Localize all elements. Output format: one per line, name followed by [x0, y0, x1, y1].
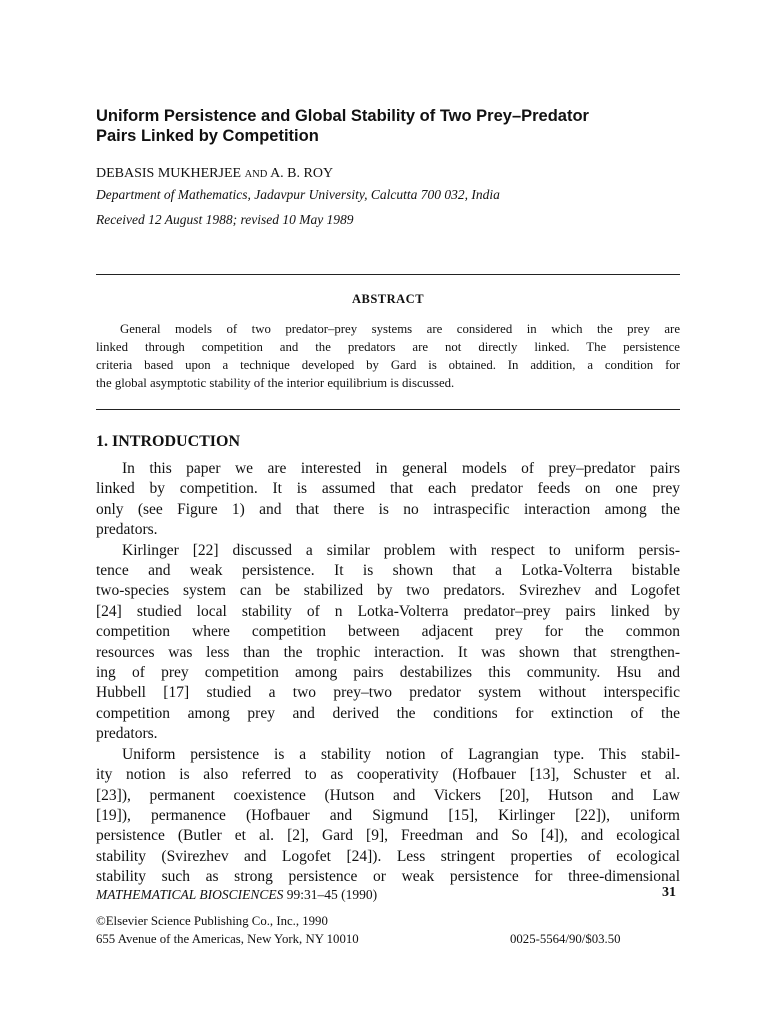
body-line: Kirlinger [22] discussed a similar problem with respect to uniform persis- [122, 541, 680, 559]
journal-volume: 99:31–45 (1990) [286, 887, 378, 902]
body-line: [19]), permanence (Hofbauer and Sigmund [15], Kirlinger [22]), uniform [96, 806, 680, 824]
abstract-top-rule [96, 274, 680, 275]
body-line: Uniform persistence is a stability notion of Lagrangian type. This stabil- [122, 745, 680, 763]
copyright-notice: ©Elsevier Science Publishing Co., Inc., 1990 [96, 914, 328, 928]
journal-name: MATHEMATICAL BIOSCIENCES [96, 887, 284, 902]
section-heading-introduction: 1. INTRODUCTION [96, 433, 241, 450]
body-line: In this paper we are interested in general models of prey–predator pairs [122, 460, 680, 477]
abstract-line: criteria based upon a technique developed by Gard is obtained. In addition, a condition for [96, 358, 680, 372]
body-line: persistence (Butler et al. [2], Gard [9], Freedman and So [4]), and ecological [96, 827, 680, 845]
body-line: ing of prey competition among pairs destabilizes this community. Hsu and [96, 664, 680, 682]
body-line: [23]), permanent coexistence (Hutson and Vickers [20], Hutson and Law [96, 786, 680, 804]
body-line: predators. [96, 521, 158, 539]
body-line: competition among prey and derived the conditions for extinction of the [96, 704, 680, 722]
body-line: competition where competition between adjacent prey for the common [96, 623, 680, 641]
body-line: stability such as strong persistence or weak persistence for three-dimensional [96, 868, 680, 886]
abstract-heading: ABSTRACT [351, 292, 425, 306]
page-number: 31 [662, 885, 676, 900]
abstract-line: linked through competition and the predators are not directly linked. The persistence [96, 340, 680, 354]
body-line: ity notion is also referred to as cooperativity (Hofbauer [13], Schuster et al. [96, 766, 680, 784]
title-line-2: Pairs Linked by Competition [96, 127, 319, 145]
affiliation: Department of Mathematics, Jadavpur University, Calcutta 700 032, India [96, 187, 500, 202]
body-line: two-species system can be stabilized by two predators. Svirezhev and Logofet [96, 582, 680, 600]
article-code: 0025-5564/90/$03.50 [510, 932, 621, 946]
body-line: predators. [96, 725, 158, 743]
body-line: tence and weak persistence. It is shown that a Lotka-Volterra bistable [96, 562, 680, 580]
body-line: linked by competition. It is assumed that each predator feeds on one prey [96, 480, 680, 498]
journal-citation [96, 887, 377, 903]
received-dates: Received 12 August 1988; revised 10 May 1989 [96, 212, 354, 227]
author-conjunction: AND [244, 169, 268, 180]
publisher-address: 655 Avenue of the Americas, New York, NY 10010 [96, 932, 359, 946]
abstract-bottom-rule [96, 409, 680, 410]
body-line: only (see Figure 1) and that there is no intraspecific interaction among the [96, 500, 680, 518]
authors [96, 166, 333, 182]
author-2: A. B. ROY [270, 166, 334, 181]
abstract-body [96, 320, 680, 392]
body-line: Hubbell [17] studied a two prey–two predator system without interspecific [96, 684, 680, 702]
body-line: stability (Svirezhev and Logofet [24]). Less stringent properties of ecological [96, 847, 680, 865]
abstract-line: General models of two predator–prey systems are considered in which the prey are [120, 322, 680, 336]
author-1: DEBASIS MUKHERJEE [96, 166, 242, 181]
body-line: [24] studied local stability of n Lotka-Volterra predator–prey pairs linked by [96, 602, 680, 620]
abstract-line: the global asymptotic stability of the interior equilibrium is discussed. [96, 376, 455, 390]
title-line-1: Uniform Persistence and Global Stability of Two Prey–Predator [96, 107, 589, 125]
introduction-body [96, 459, 680, 888]
paper-title [96, 106, 696, 146]
body-line: resources was less than the trophic interaction. It was shown that strengthen- [96, 643, 680, 661]
